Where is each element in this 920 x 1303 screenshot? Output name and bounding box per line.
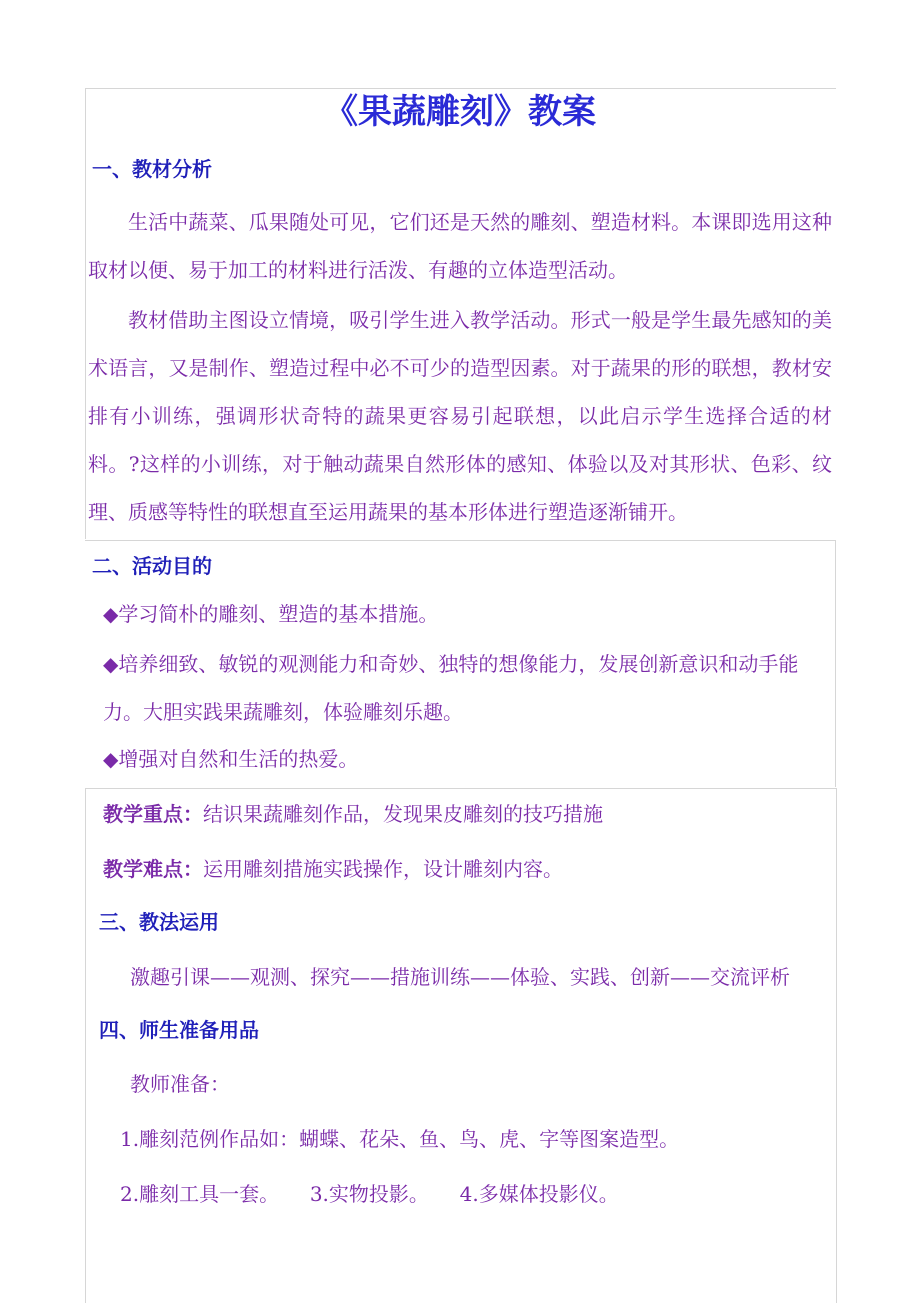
- prep-items-row: [120, 1180, 619, 1208]
- prep-item-4: 4.多媒体投影仪。: [459, 1182, 619, 1206]
- goal-text: 培养细致、敏锐的观测能力和奇妙、独特的想像能力，发展创新意识和动手能: [118, 652, 799, 676]
- section1-paragraph-2: 教材借助主图设立情境，吸引学生进入教学活动。形式一般是学生最先感知的美术语言，又是制作、塑造过程中必不可少的造型因素。对于蔬果的形的联想，教材安排有小训练，强调形状奇特的蔬果更容易引起联想，以此启示学生选择合适的材料。?这样的小训练，对于触动蔬果自然形体的感知、体验以及对其形状、色彩、纹理、质感等特性的联想直至运用蔬果的基本形体进行塑造逐渐铺开。: [88, 308, 832, 524]
- teaching-difficult-point: [103, 855, 563, 883]
- teaching-method-text: 激趣引课——观测、探究——措施训练——体验、实践、创新——交流评析: [130, 965, 790, 989]
- bullet-diamond-icon: ◆: [103, 602, 119, 626]
- goal-item-2-continued: 力。大胆实践果蔬雕刻，体验雕刻乐趣。: [103, 700, 463, 724]
- prep-item-3: 3.实物投影。: [309, 1182, 429, 1206]
- key-point-label: 教学重点：: [103, 802, 203, 826]
- goal-text: 增强对自然和生活的热爱。: [118, 747, 359, 771]
- goal-item-2: [103, 650, 798, 678]
- document-title: 《果蔬雕刻》教案: [324, 92, 596, 132]
- section2-heading: 二、活动目的: [92, 554, 212, 578]
- teaching-key-point: [103, 800, 603, 828]
- goal-text: 学习简朴的雕刻、塑造的基本措施。: [118, 602, 439, 626]
- goal-item-3: [103, 745, 358, 773]
- teacher-prep-label: 教师准备：: [130, 1072, 230, 1096]
- prep-item-1: 1.雕刻范例作品如：蝴蝶、花朵、鱼、鸟、虎、字等图案造型。: [120, 1127, 680, 1151]
- prep-item-2: 2.雕刻工具一套。: [120, 1182, 280, 1206]
- section1-heading: 一、教材分析: [92, 157, 212, 181]
- section3-heading: 三、教法运用: [99, 910, 219, 934]
- difficult-point-text: 运用雕刻措施实践操作，设计雕刻内容。: [203, 857, 563, 881]
- key-point-text: 结识果蔬雕刻作品，发现果皮雕刻的技巧措施: [203, 802, 603, 826]
- goal-item-1: [103, 600, 438, 628]
- bullet-diamond-icon: ◆: [103, 747, 119, 771]
- difficult-point-label: 教学难点：: [103, 857, 203, 881]
- bullet-diamond-icon: ◆: [103, 652, 119, 676]
- section4-heading: 四、师生准备用品: [99, 1018, 259, 1042]
- section1-paragraph-1: 生活中蔬菜、瓜果随处可见，它们还是天然的雕刻、塑造材料。本课即选用这种取材以便、易于加工的材料进行活泼、有趣的立体造型活动。: [88, 210, 832, 282]
